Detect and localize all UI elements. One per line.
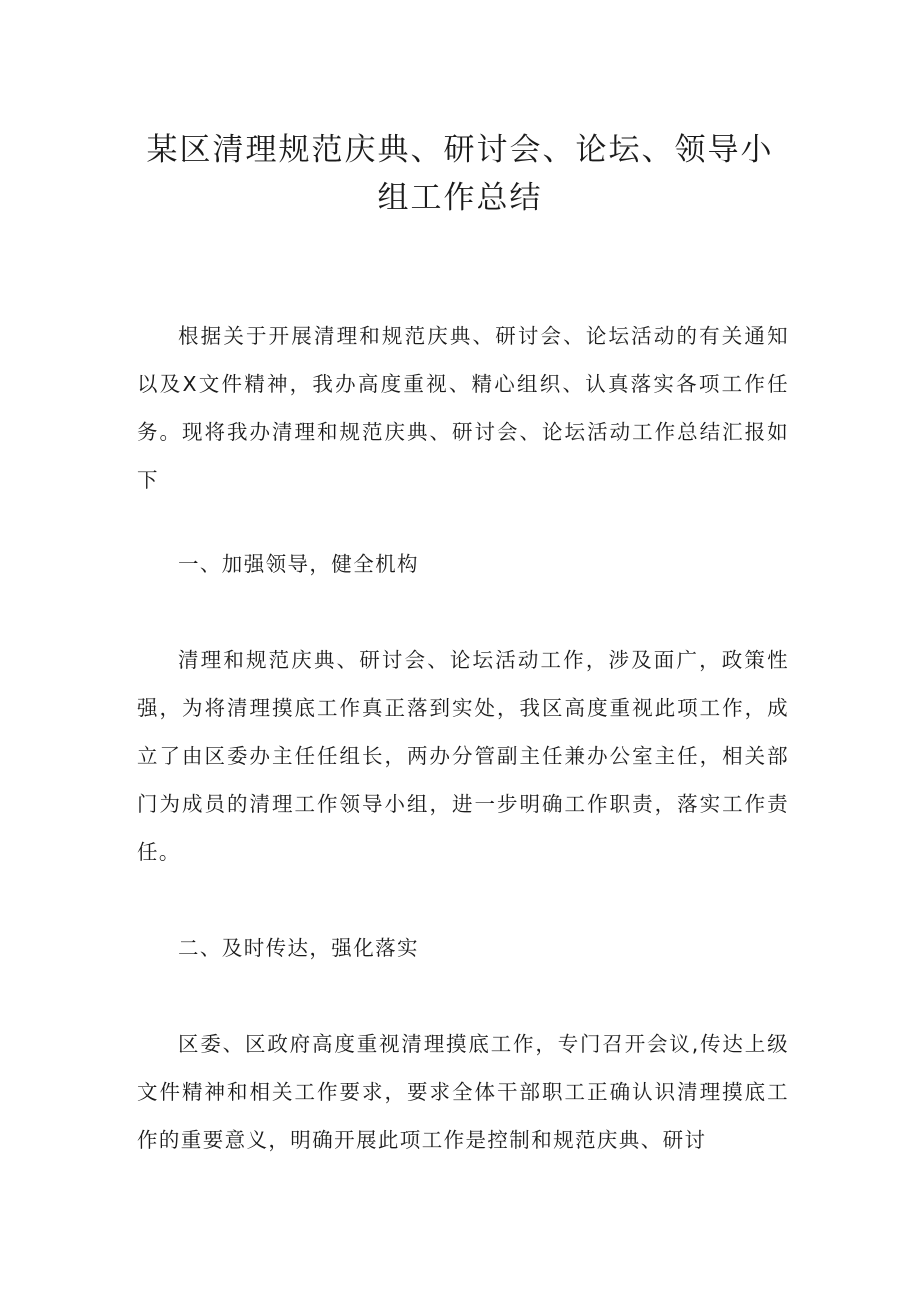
section-heading-2: 二、及时传达，强化落实 — [178, 936, 419, 960]
paragraph-section-1: 清理和规范庆典、研讨会、论坛活动工作，涉及面广，政策性强，为将清理摸底工作真正落到实处，我区高度重视此项工作，成立了由区委办主任任组长，两办分管副主任兼办公室主任，相关部门为成员的清理工作领导小组，进一步明确工作职责，落实工作责任。 — [137, 648, 789, 864]
title-line-1: 某区清理规范庆典、研讨会、论坛、领导小 — [146, 132, 774, 168]
title-line-2: 组工作总结 — [377, 180, 543, 216]
document-title — [130, 126, 790, 222]
paragraph-intro: 根据关于开展清理和规范庆典、研讨会、论坛活动的有关通知以及X文件精神，我办高度重视、精心组织、认真落实各项工作任务。现将我办清理和规范庆典、研讨会、论坛活动工作总结汇报如下 — [137, 324, 789, 492]
section-heading-1: 一、加强领导，健全机构 — [178, 552, 419, 576]
paragraph-section-2: 区委、区政府高度重视清理摸底工作，专门召开会议,传达上级文件精神和相关工作要求，要求全体干部职工正确认识清理摸底工作的重要意义，明确开展此项工作是控制和规范庆典、研讨 — [137, 1032, 789, 1152]
